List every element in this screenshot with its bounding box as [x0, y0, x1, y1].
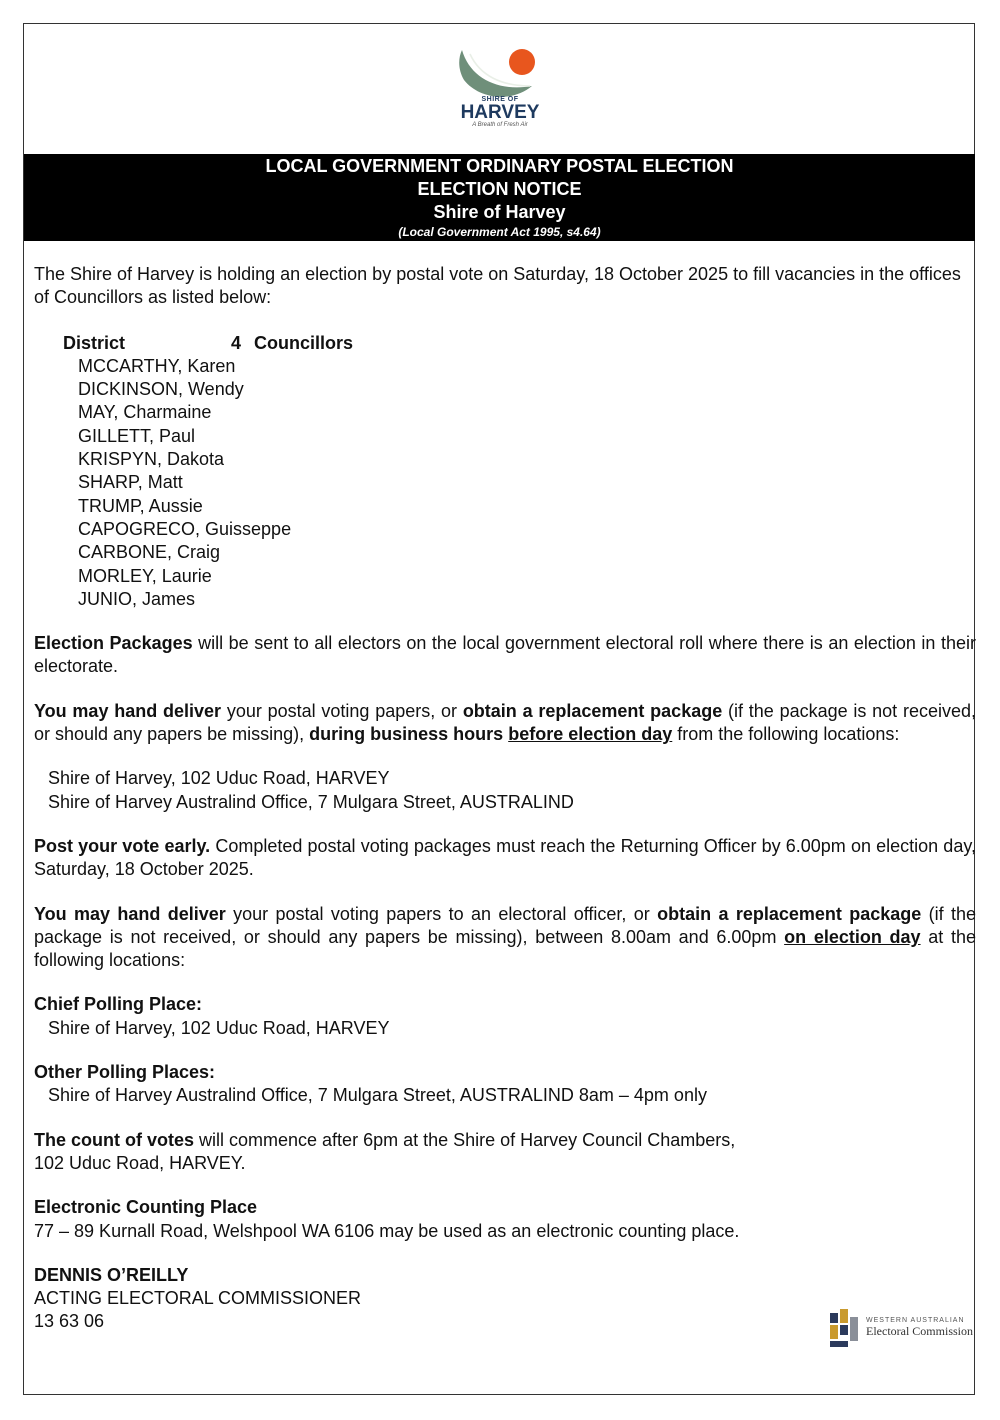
hand-deliver-paragraph: [34, 700, 976, 747]
district-label: Councillors: [254, 332, 354, 353]
packages-bold: Election Packages: [34, 633, 193, 654]
candidate-item: MCCARTHY, Karen: [78, 355, 236, 376]
candidate-list: [34, 355, 974, 611]
hand1-b1: You may hand deliver: [34, 700, 222, 721]
logo-line2: HARVEY: [460, 102, 540, 123]
hand1-t1: your postal voting papers, or: [221, 700, 463, 721]
location-item: Shire of Harvey Australind Office, 7 Mulgara Street, AUSTRALIND: [48, 791, 574, 812]
shire-logo: [440, 96, 560, 128]
hand1-t2: (if the package is not received, or should any papers be missing),: [34, 700, 976, 745]
chief-polling-location: Shire of Harvey, 102 Uduc Road, HARVEY: [48, 1017, 390, 1038]
election-day-paragraph: [34, 903, 976, 973]
hand2-t1: your postal voting papers to an electoral officer, or: [225, 903, 658, 924]
banner-shire: Shire of Harvey: [433, 202, 566, 222]
other-polling-heading: [34, 1061, 974, 1084]
count-address: 102 Uduc Road, HARVEY.: [34, 1152, 246, 1173]
candidate-item: CARBONE, Craig: [78, 542, 221, 563]
hand2-t3: at the following locations:: [34, 926, 976, 971]
count-bold: The count of votes: [34, 1129, 195, 1150]
banner-title: LOCAL GOVERNMENT ORDINARY POSTAL ELECTION: [265, 156, 734, 176]
signoff-name-text: DENNIS O’REILLY: [34, 1264, 189, 1285]
hand2-b1: You may hand deliver: [34, 903, 226, 924]
candidate-item: SHARP, Matt: [78, 472, 183, 493]
packages-text: will be sent to all electors on the local government electoral roll where there is an election in their electorate.: [34, 633, 976, 677]
intro-paragraph: The Shire of Harvey is holding an election by postal vote on Saturday, 18 October 2025 to fill vacancies in the offices of Councillors as listed below:: [34, 264, 961, 308]
post-text: Completed postal voting packages must reach the Returning Officer by 6.00pm on election day, Saturday, 18 October 2025.: [34, 835, 976, 880]
waec-line2: Electoral Commission: [866, 1324, 973, 1338]
waec-logo-text: [866, 1317, 973, 1339]
candidate-item: TRUMP, Aussie: [78, 495, 203, 516]
ecp-heading-text: Electronic Counting Place: [34, 1197, 258, 1218]
hand1-underlined: before election day: [508, 724, 673, 745]
leaf-sun-icon: [440, 40, 560, 145]
district-name: District: [63, 332, 126, 353]
ecp-heading: [34, 1196, 974, 1219]
count-paragraph: [34, 1129, 974, 1152]
banner-subtitle: ELECTION NOTICE: [417, 179, 582, 199]
delivery-locations: [34, 767, 974, 814]
hand1-t4: from the following locations:: [672, 724, 900, 745]
district-heading: [63, 332, 974, 355]
logo-line1: SHIRE OF: [481, 96, 519, 103]
signoff-title: ACTING ELECTORAL COMMISSIONER: [34, 1288, 362, 1309]
candidate-item: JUNIO, James: [78, 588, 196, 609]
notice-body: [34, 263, 974, 1334]
post-early-paragraph: [34, 835, 976, 882]
waec-line1: WESTERN AUSTRALIAN: [866, 1317, 965, 1324]
hand1-b3: during business hours: [309, 724, 504, 745]
logo-tagline: A Breath of Fresh Air: [472, 122, 528, 128]
ecp-text: 77 – 89 Kurnall Road, Welshpool WA 6106 may be used as an electronic counting place.: [34, 1220, 740, 1241]
chief-heading-text: Chief Polling Place:: [34, 994, 203, 1015]
candidate-item: MORLEY, Laurie: [78, 565, 212, 586]
chief-polling-heading: [34, 993, 974, 1016]
signoff-phone: 13 63 06: [34, 1311, 105, 1332]
district-count: 4: [231, 332, 242, 353]
notice-banner: [24, 154, 975, 241]
candidate-item: KRISPYN, Dakota: [78, 449, 225, 470]
hand2-t2: (if the package is not received, or should any papers be missing), between 8.00am and 6.00pm: [34, 903, 976, 947]
other-heading-text: Other Polling Places:: [34, 1062, 216, 1083]
candidate-item: GILLETT, Paul: [78, 425, 196, 446]
candidate-item: CAPOGRECO, Guisseppe: [78, 518, 292, 539]
post-bold: Post your vote early.: [34, 835, 211, 856]
candidate-item: MAY, Charmaine: [78, 402, 212, 423]
hand2-underlined: on election day: [784, 926, 921, 947]
hand2-b2: obtain a replacement package: [657, 903, 922, 924]
location-item: Shire of Harvey, 102 Uduc Road, HARVEY: [48, 768, 390, 789]
candidate-item: DICKINSON, Wendy: [78, 379, 244, 400]
banner-act: (Local Government Act 1995, s4.64): [398, 225, 601, 239]
count-text: will commence after 6pm at the Shire of Harvey Council Chambers,: [194, 1129, 736, 1150]
packages-paragraph: [34, 632, 976, 679]
hand1-b2: obtain a replacement package: [462, 700, 723, 721]
other-polling-location: Shire of Harvey Australind Office, 7 Mulgara Street, AUSTRALIND 8am – 4pm only: [48, 1085, 707, 1106]
signoff-name: [34, 1264, 974, 1287]
